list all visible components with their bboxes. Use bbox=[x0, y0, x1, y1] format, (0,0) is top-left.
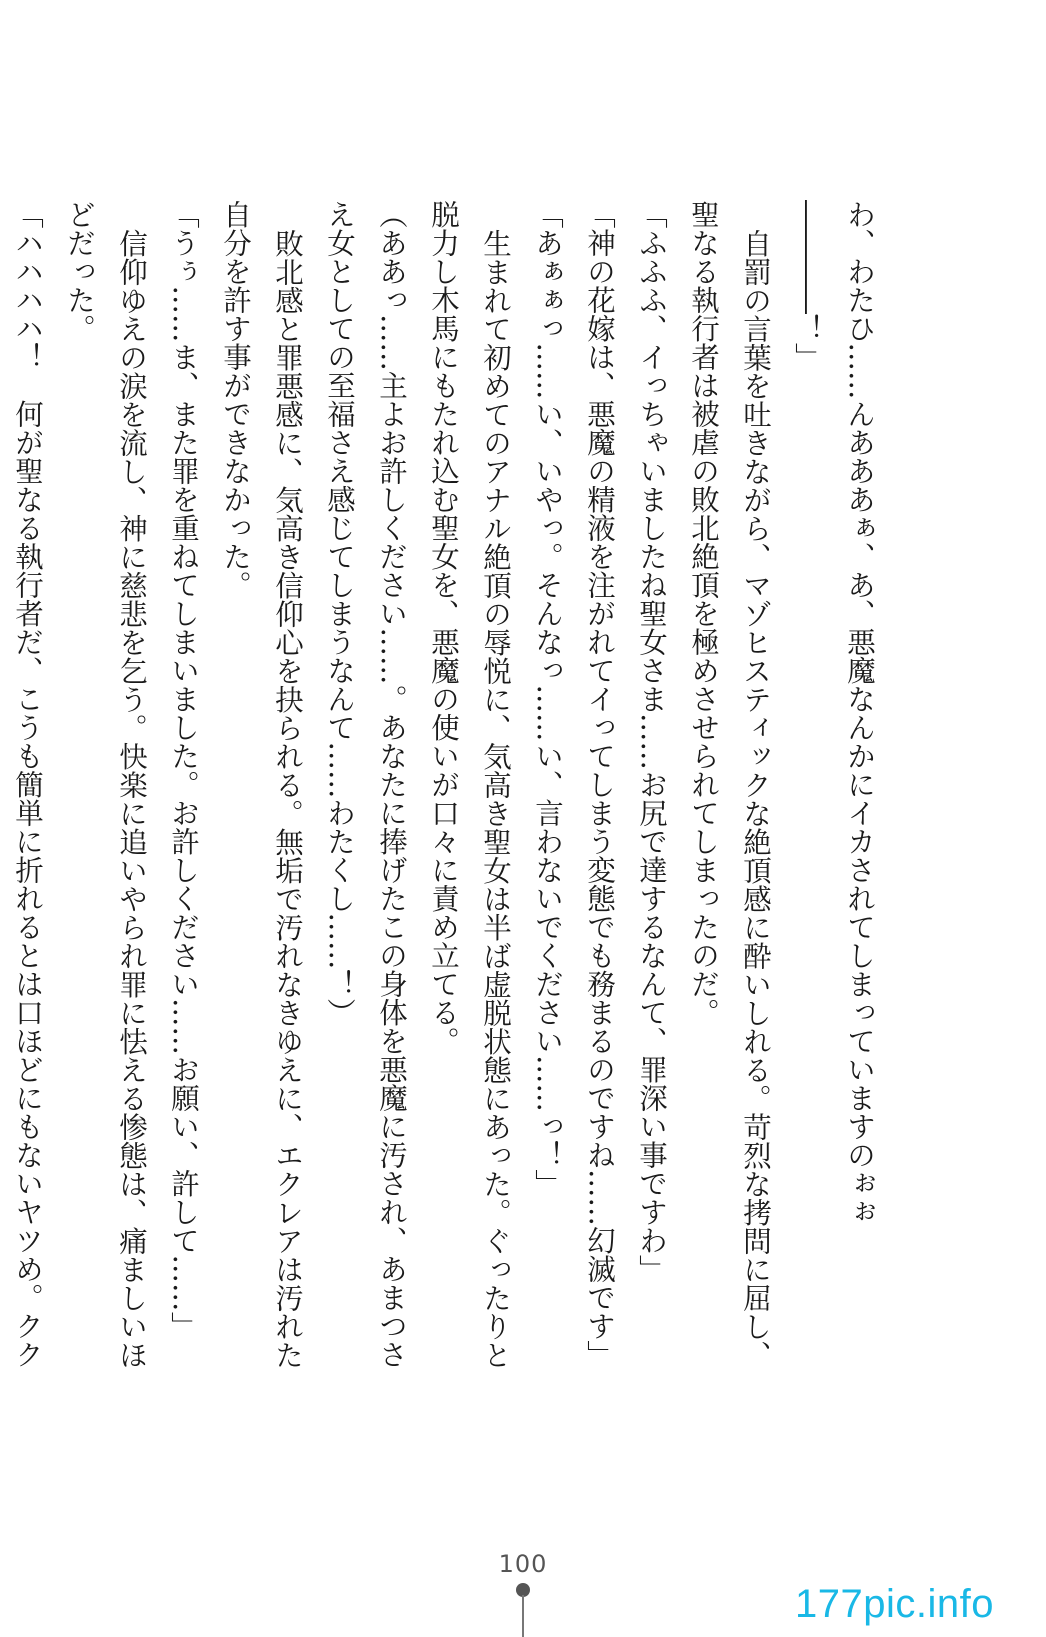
paragraph: 「ふふふ、イっちゃいましたね聖女さま……お尻で達するなんて、罪深い事ですわ」 bbox=[635, 200, 668, 1283]
page-number: 100 bbox=[498, 1550, 548, 1578]
paragraph: 信仰ゆえの涙を流し、神に慈悲を乞う。快楽に追いやられ罪に怯える惨態は、痛ましいほどだった。 bbox=[63, 200, 148, 1369]
paragraph: 「あぁぁっ……い、いやっ。そんなっ……い、言わないでください……っ！」 bbox=[531, 200, 564, 1198]
paragraph: 自罰の言葉を吐きながら、マゾヒスティックな絶頂感に酔いしれる。苛烈な拷問に屈し、聖なる執行者は被虐の敗北絶頂を極めさせられてしまったのだ。 bbox=[687, 200, 772, 1369]
paragraph: （ああっ……主よお許しください……。あなたに捧げたこの身体を悪魔に汚され、あまつさえ女としての至福さえ感じてしまうなんて……わたくし……！） bbox=[323, 200, 408, 1369]
paragraph: 「うぅ……ま、また罪を重ねてしまいました。お許しください……お願い、許して……」 bbox=[167, 200, 200, 1340]
paragraph: 「ハハハハ！ 何が聖なる執行者だ、こうも簡単に折れるとは口ほどにもないヤツめ。クク bbox=[11, 200, 44, 1369]
body-text bbox=[11, 200, 885, 1380]
paragraph: わ、わたひ……んあああぁ、あ、悪魔なんかにイカされてしまっていますのぉぉ――――！」 bbox=[791, 200, 876, 1226]
paragraph: 生まれて初めてのアナル絶頂の辱悦に、気高き聖女は半ば虚脱状態にあった。ぐったりと脱力し木馬にもたれ込む聖女を、悪魔の使いが口々に責め立てる。 bbox=[427, 200, 512, 1369]
paragraph: 敗北感と罪悪感に、気高き信仰心を抉られる。無垢で汚れなきゆえに、エクレアは汚れた自分を許す事ができなかった。 bbox=[219, 200, 304, 1369]
page-marker-line bbox=[522, 1595, 524, 1637]
watermark: 177pic.info bbox=[795, 1582, 994, 1626]
paragraph: 「神の花嫁は、悪魔の精液を注がれてイってしまう変態でも務まるのですね……幻滅です」 bbox=[583, 200, 616, 1369]
